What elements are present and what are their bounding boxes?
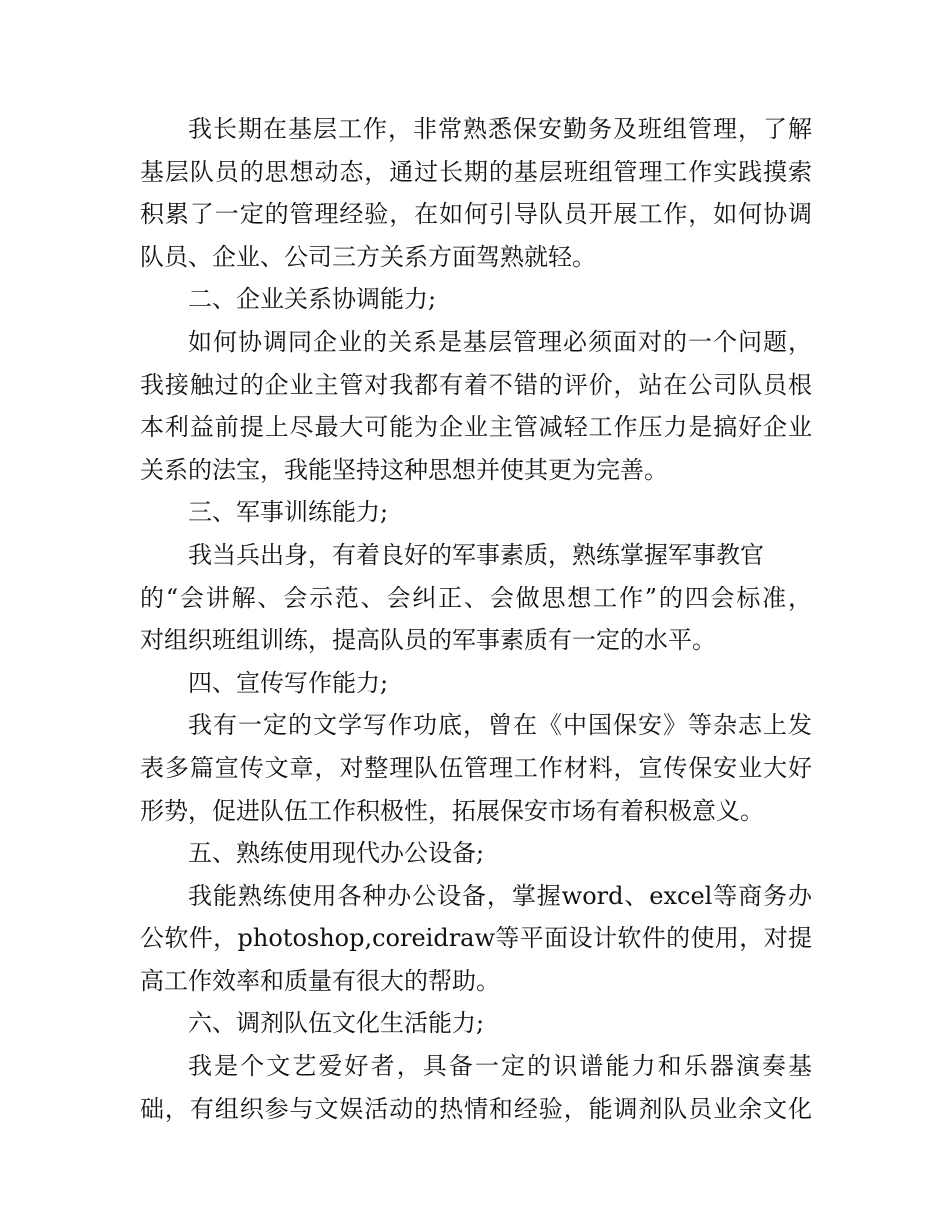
text-line: 的“会讲解、会示范、会纠正、会做思想工作”的四会标准， [140, 583, 812, 612]
text-line: 如何协调同企业的关系是基层管理必须面对的一个问题， [188, 327, 812, 356]
text-line: 积累了一定的管理经验，在如何引导队员开展工作，如何协调 [140, 200, 812, 229]
text-line: 三、军事训练能力; [188, 498, 389, 527]
text-line: 我能熟练使用各种办公设备，掌握word、excel等商务办 [188, 881, 812, 910]
text-line: 四、宣传写作能力; [188, 668, 389, 697]
text-line: 五、熟练使用现代办公设备; [188, 839, 485, 868]
text-line: 基层队员的思想动态，通过长期的基层班组管理工作实践摸索 [140, 157, 812, 186]
text-line: 关系的法宝，我能坚持这种思想并使其更为完善。 [140, 455, 668, 484]
text-line: 表多篇宣传文章，对整理队伍管理工作材料，宣传保安业大好 [140, 753, 812, 782]
text-line: 形势，促进队伍工作积极性，拓展保安市场有着积极意义。 [140, 796, 764, 825]
text-line: 本利益前提上尽最大可能为企业主管减轻工作压力是搞好企业 [140, 413, 812, 442]
text-line: 我当兵出身，有着良好的军事素质，熟练掌握军事教官 [188, 540, 764, 569]
text-line: 我接触过的企业主管对我都有着不错的评价，站在公司队员根 [140, 370, 812, 399]
text-line: 高工作效率和质量有很大的帮助。 [140, 966, 500, 995]
text-line: 二、企业关系协调能力; [188, 285, 437, 314]
text-line: 我是个文艺爱好者，具备一定的识谱能力和乐器演奏基 [188, 1052, 812, 1081]
document-body [140, 108, 812, 1130]
text-line: 我有一定的文学写作功底，曾在《中国保安》等杂志上发 [188, 711, 812, 740]
text-line: 队员、企业、公司三方关系方面驾熟就轻。 [140, 242, 596, 271]
text-line: 对组织班组训练，提高队员的军事素质有一定的水平。 [140, 626, 716, 655]
text-line: 公软件，photoshop,coreidraw等平面设计软件的使用，对提 [140, 924, 812, 953]
text-line: 础，有组织参与文娱活动的热情和经验，能调剂队员业余文化 [140, 1094, 812, 1123]
text-line: 我长期在基层工作，非常熟悉保安勤务及班组管理，了解 [188, 115, 812, 143]
text-line: 六、调剂队伍文化生活能力; [188, 1009, 485, 1038]
